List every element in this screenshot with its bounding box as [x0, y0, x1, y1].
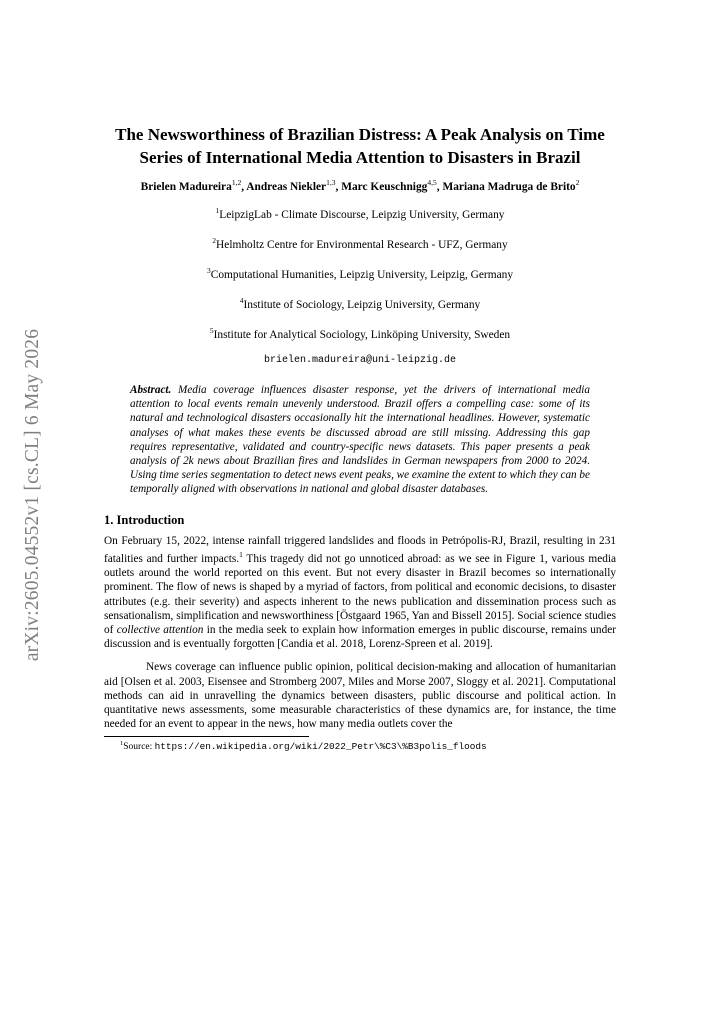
- arxiv-identifier-stamp: [18, 300, 48, 690]
- paragraph-text: in the media seek to explain how information emerges in public discourse, remains under discussion and is eventually forgotten [Candia et al. 2018, Lorenz-Spreen et al. 2019].: [104, 624, 616, 651]
- affiliation-text: Computational Humanities, Leipzig University, Leipzig, Germany: [210, 269, 514, 282]
- affiliation-number: 3: [206, 266, 211, 276]
- author-name: Brielen Madureira: [140, 180, 232, 193]
- abstract: [130, 383, 590, 496]
- author-list: Brielen Madureira$^{1,2}$, Andreas Niekler$^{1,3}$, Marc Keuschnigg$^{4,5}$, Mariana Madruga de Brito$^2$: [140, 178, 580, 193]
- section-heading-introduction: 1. Introduction: [104, 513, 185, 528]
- footnote-number: 1: [120, 740, 124, 748]
- paper-page: [104, 118, 616, 753]
- footnote-divider: [104, 736, 309, 737]
- affiliation-number: 4: [239, 296, 244, 306]
- footnote-label: Source:: [123, 742, 155, 753]
- affiliation-text: Institute for Analytical Sociology, Linköping University, Sweden: [213, 329, 511, 342]
- author-affiliation-marker: 1,3: [326, 178, 336, 187]
- affiliation-2: [104, 233, 616, 253]
- author-name: Marc Keuschnigg: [341, 180, 428, 193]
- author-affiliation-marker: 1,2: [231, 178, 242, 187]
- affiliation-5: [104, 323, 616, 343]
- paragraph-text: This tragedy did not go unnoticed abroad: as we see in Figure 1, various media outlets around the world reported on this event. But not every disaster in Brazil becomes so internationally prominent. The flow of news is shaped by a myriad of factors, from political and economic decisions, to disaster attributes (e.g. their severity) and aspects inherent to the news publication and dissemination process such as sensationalism, simplification and newsworthiness [Östgaard 1965, Yan and Bissell 2015]. Social science studies of: [104, 552, 617, 636]
- contact-email: brielen.madureira@uni-leipzig.de: [263, 355, 457, 367]
- intro-paragraph-2: News coverage can influence public opinion, political decision-making and allocation of humanitarian aid [Olsen et al. 2003, Eisensee and Stromberg 2007, Miles and Morse 2007, Sloggy et al. 2021]. Computational methods can aid in unravelling the dynamics between disasters, public discourse and political action. In quantitative news assessments, some measurable characteristics of these dynamics are, for instance, the time needed for an event to appear in the news, how many media outlets cover the: [104, 661, 616, 731]
- paper-title: The Newsworthiness of Brazilian Distress: A Peak Analysis on Time Series of International Media Attention to Disasters in Brazil: [115, 125, 605, 167]
- emphasis-text: collective attention: [116, 624, 204, 636]
- intro-paragraph-1: [104, 534, 616, 651]
- author-name: Andreas Niekler: [246, 180, 327, 193]
- affiliation-3: [104, 263, 616, 283]
- affiliation-number: 5: [209, 326, 214, 336]
- affiliation-1: [104, 203, 616, 223]
- abstract-text: Media coverage influences disaster response, yet the drivers of international media attention to local events remain unevenly understood. Brazil offers a compelling case: some of its natural and technological disasters occasionally hit the international headlines. However, systematic analyses of what makes these events be discussed abroad are still missing. Addressing this gap requires representative, validated and country-specific news datasets. This paper presents a peak analysis of 2k news about Brazilian fires and landslides in German newspapers from 2000 to 2024. Using time series segmentation to detect news event peaks, we examine the extent to which they can be temporally aligned with observations in national and global disaster databases.: [130, 384, 591, 495]
- footnote-url-link[interactable]: https://en.wikipedia.org/wiki/2022_Petr\%C3\%B3polis_floods: [154, 741, 487, 753]
- arxiv-id-text: arXiv:2605.04552v1 [cs.CL] 6 May 2026: [22, 328, 43, 662]
- paragraph-text: On February 15, 2022, intense rainfall triggered landslides and floods in Petrópolis-RJ, Brazil, resulting in 231 fatalities and further impacts.: [104, 535, 616, 565]
- author-affiliation-marker: 2: [575, 178, 580, 187]
- affiliation-text: LeipzigLab - Climate Discourse, Leipzig University, Germany: [219, 208, 505, 221]
- affiliation-text: Institute of Sociology, Leipzig University, Germany: [243, 299, 481, 312]
- footnote-marker[interactable]: 1: [239, 550, 243, 560]
- affiliation-4: [104, 293, 616, 313]
- footnote-1: [120, 740, 616, 752]
- affiliation-text: Helmholtz Centre for Environmental Research - UFZ, Germany: [216, 238, 508, 251]
- author-name: Mariana Madruga de Brito: [442, 180, 576, 193]
- affiliation-number: 1: [215, 206, 220, 216]
- author-affiliation-marker: 4,5: [427, 178, 437, 187]
- abstract-label: Abstract.: [130, 384, 172, 397]
- affiliation-number: 2: [212, 236, 217, 246]
